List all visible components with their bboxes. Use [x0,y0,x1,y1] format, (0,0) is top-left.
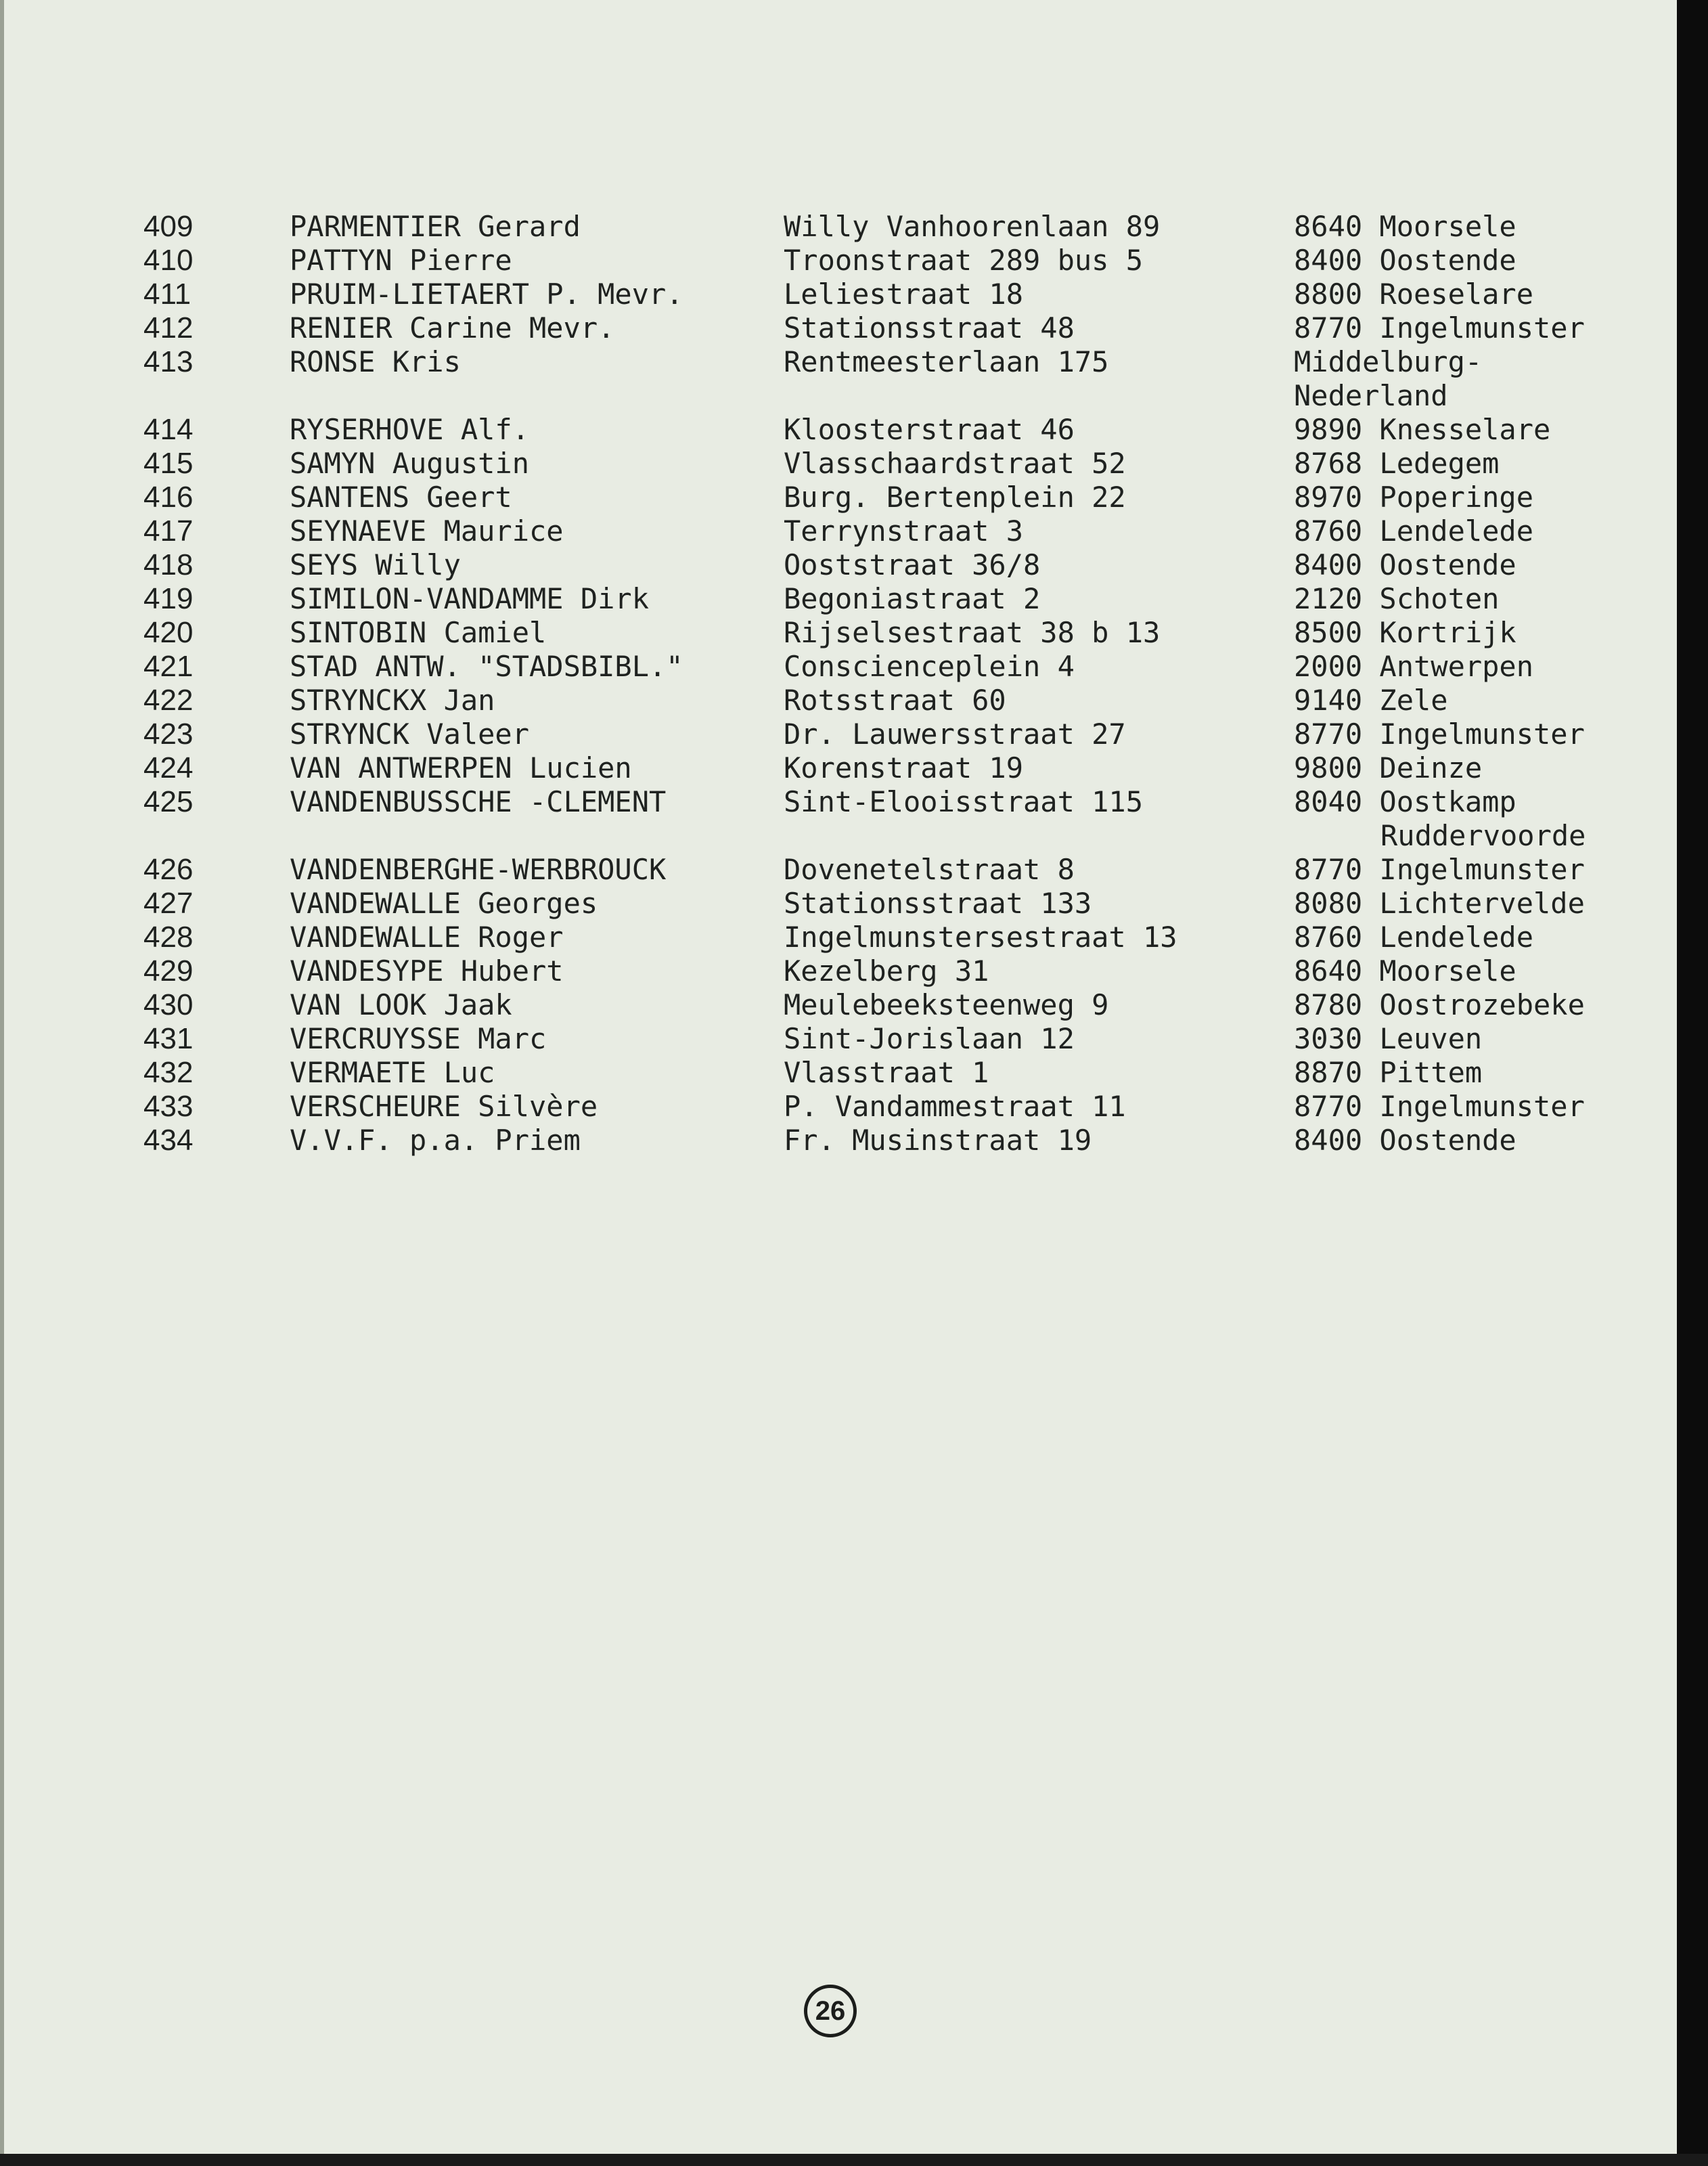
entry-street: Kloosterstraat 46 [784,413,1075,446]
entry-street: Burg. Bertenplein 22 [784,481,1126,514]
entry-city-line: 2000 Antwerpen [1294,650,1534,683]
entry-city [1294,548,1516,582]
entry-name: VERSCHEURE Silvère [290,1090,598,1123]
entry-city-line: 2120 Schoten [1294,582,1500,615]
entry-city-line: 8080 Lichtervelde [1294,887,1585,920]
entry-city-line: 8040 Oostkamp [1294,785,1516,818]
list-item [0,954,1671,988]
entry-city-line: 8400 Oostende [1294,548,1516,581]
list-item [0,210,1671,244]
entry-street: Korenstraat 19 [784,751,1024,784]
entry-city [1294,345,1482,413]
entry-number: 414 [143,413,194,446]
entry-name: VAN ANTWERPEN Lucien [290,751,632,784]
entry-city-line: 8640 Moorsele [1294,954,1516,988]
entry-city-line: 9800 Deinze [1294,751,1483,784]
entry-name: VANDESYPE Hubert [290,954,564,988]
entry-street: Dovenetelstraat 8 [784,853,1075,886]
page-number: 26 [815,1995,846,2026]
list-item [0,616,1671,650]
entry-street: Rentmeesterlaan 175 [784,345,1109,378]
entry-city-line: 8400 Oostende [1294,1124,1516,1157]
entry-street: Stationsstraat 133 [784,887,1092,920]
entry-street: Kezelberg 31 [784,954,989,988]
entry-street: Willy Vanhoorenlaan 89 [784,210,1161,243]
entry-street: Meulebeeksteenweg 9 [784,988,1109,1021]
entry-city-line: 8800 Roeselare [1294,278,1534,311]
entry-city-line: 9140 Zele [1294,684,1448,717]
entry-city [1294,650,1533,684]
entry-city [1294,1124,1516,1157]
entry-number: 433 [143,1090,194,1123]
entry-number: 426 [143,853,194,886]
entry-number: 422 [143,684,194,717]
entry-street: Rijselsestraat 38 b 13 [784,616,1161,649]
entry-number: 411 [143,278,192,311]
entry-city [1294,481,1533,514]
list-item [0,921,1671,954]
entry-name: SINTOBIN Camiel [290,616,547,649]
entry-name: PARMENTIER Gerard [290,210,581,243]
list-item [0,853,1671,887]
list-item [0,1022,1671,1056]
entry-name: SANTENS Geert [290,481,512,514]
list-item [0,1056,1671,1090]
list-item [0,413,1671,447]
entry-street: Troonstraat 289 bus 5 [784,244,1144,277]
entry-name: RONSE Kris [290,345,461,378]
entry-city [1294,582,1499,616]
entry-city [1294,717,1585,751]
entry-name: SEYNAEVE Maurice [290,514,564,548]
entry-number: 413 [143,345,194,378]
entry-number: 409 [143,210,194,243]
entry-city [1294,954,1516,988]
list-item [0,988,1671,1022]
entry-name: VANDENBUSSCHE -CLEMENT [290,785,667,818]
entry-number: 432 [143,1056,194,1089]
list-item [0,345,1671,412]
entry-city-line: 8780 Oostrozebeke [1294,988,1585,1021]
entry-city-line: 8870 Pittem [1294,1056,1483,1089]
entry-street: Terrynstraat 3 [784,514,1024,548]
entry-city [1294,921,1533,954]
entry-city [1294,1090,1585,1124]
entry-city-line: 8640 Moorsele [1294,210,1516,243]
entry-street: Sint-Elooisstraat 115 [784,785,1144,818]
entry-name: RYSERHOVE Alf. [290,413,530,446]
entry-street: Rotsstraat 60 [784,684,1006,717]
entry-city-line: 8770 Ingelmunster [1294,1090,1585,1123]
entry-city [1294,514,1533,548]
list-item [0,785,1671,852]
entry-city-line: 8400 Oostende [1294,244,1516,277]
list-item [0,311,1671,345]
entry-number: 431 [143,1022,194,1055]
list-item [0,582,1671,616]
entry-city-line: 8760 Lendelede [1294,514,1534,548]
entry-city [1294,988,1585,1022]
entry-number: 429 [143,954,194,988]
entry-name: VAN LOOK Jaak [290,988,512,1021]
list-item [0,278,1671,311]
entry-name: PRUIM-LIETAERT P. Mevr. [290,278,683,311]
entry-name: VANDEWALLE Roger [290,921,564,954]
entry-number: 419 [143,582,194,615]
entry-street: Dr. Lauwersstraat 27 [784,717,1126,751]
entry-city-line: 9890 Knesselare [1294,413,1551,446]
entry-number: 434 [143,1124,194,1157]
entry-name: SIMILON-VANDAMME Dirk [290,582,650,615]
entry-city-line: 3030 Leuven [1294,1022,1483,1055]
entry-number: 417 [143,514,194,548]
member-list [0,210,1671,1157]
list-item [0,447,1671,481]
entry-name: SAMYN Augustin [290,447,530,480]
list-item [0,751,1671,785]
entry-city [1294,785,1586,853]
page-right-edge [1677,0,1708,2166]
entry-number: 423 [143,717,194,751]
entry-city-line: 8770 Ingelmunster [1294,853,1585,886]
entry-city [1294,1056,1482,1090]
entry-number: 416 [143,481,194,514]
entry-name: PATTYN Pierre [290,244,512,277]
entry-city [1294,447,1499,481]
entry-number: 430 [143,988,194,1021]
entry-city-line: 8500 Kortrijk [1294,616,1516,649]
entry-name: STRYNCKX Jan [290,684,495,717]
list-item [0,548,1671,582]
entry-city-line: 8760 Lendelede [1294,921,1534,954]
entry-city [1294,887,1585,921]
entry-number: 410 [143,244,194,277]
entry-number: 418 [143,548,194,581]
entry-name: V.V.F. p.a. Priem [290,1124,581,1157]
entry-city [1294,616,1516,650]
entry-street: Vlasschaardstraat 52 [784,447,1126,480]
entry-number: 427 [143,887,194,920]
entry-city [1294,278,1533,311]
entry-name: RENIER Carine Mevr. [290,311,615,345]
entry-city-line-2: Ruddervoorde [1380,819,1586,852]
entry-street: Ingelmunstersestraat 13 [784,921,1177,954]
entry-number: 425 [143,785,194,818]
entry-city [1294,853,1585,887]
entry-city [1294,311,1585,345]
entry-street: Stationsstraat 48 [784,311,1075,345]
entry-number: 420 [143,616,194,649]
entry-number: 412 [143,311,194,345]
list-item [0,717,1671,751]
list-item [0,684,1671,717]
entry-city [1294,684,1448,717]
list-item [0,514,1671,548]
list-item [0,1124,1671,1157]
entry-city-line: 8770 Ingelmunster [1294,311,1585,345]
entry-city-line-2: Nederland [1294,379,1448,412]
entry-street: Sint-Jorislaan 12 [784,1022,1075,1055]
list-item [0,244,1671,278]
entry-street: Fr. Musinstraat 19 [784,1124,1092,1157]
entry-number: 421 [143,650,194,683]
entry-number: 428 [143,921,194,954]
entry-name: STAD ANTW. "STADSBIBL." [290,650,683,683]
entry-city-line: 8770 Ingelmunster [1294,717,1585,751]
list-item [0,1090,1671,1124]
entry-name: STRYNCK Valeer [290,717,530,751]
page-bottom-edge [0,2154,1708,2166]
entry-street: Conscienceplein 4 [784,650,1075,683]
entry-number: 415 [143,447,194,480]
entry-name: VERMAETE Luc [290,1056,495,1089]
entry-name: VERCRUYSSE Marc [290,1022,547,1055]
entry-city-line: Middelburg- [1294,345,1483,378]
entry-name: SEYS Willy [290,548,461,581]
entry-street: Leliestraat 18 [784,278,1024,311]
entry-street: Ooststraat 36/8 [784,548,1041,581]
entry-number: 424 [143,751,194,784]
entry-city [1294,413,1550,447]
list-item [0,481,1671,514]
entry-name: VANDEWALLE Georges [290,887,598,920]
entry-city [1294,1022,1482,1056]
entry-street: Begoniastraat 2 [784,582,1041,615]
entry-street: Vlasstraat 1 [784,1056,989,1089]
entry-street: P. Vandammestraat 11 [784,1090,1126,1123]
entry-city [1294,751,1482,785]
entry-city [1294,244,1516,278]
entry-name: VANDENBERGHE-WERBROUCK [290,853,667,886]
list-item [0,887,1671,921]
list-item [0,650,1671,684]
entry-city-line: 8970 Poperinge [1294,481,1534,514]
entry-city-line: 8768 Ledegem [1294,447,1500,480]
page-number-badge [804,1985,857,2037]
entry-city [1294,210,1516,244]
